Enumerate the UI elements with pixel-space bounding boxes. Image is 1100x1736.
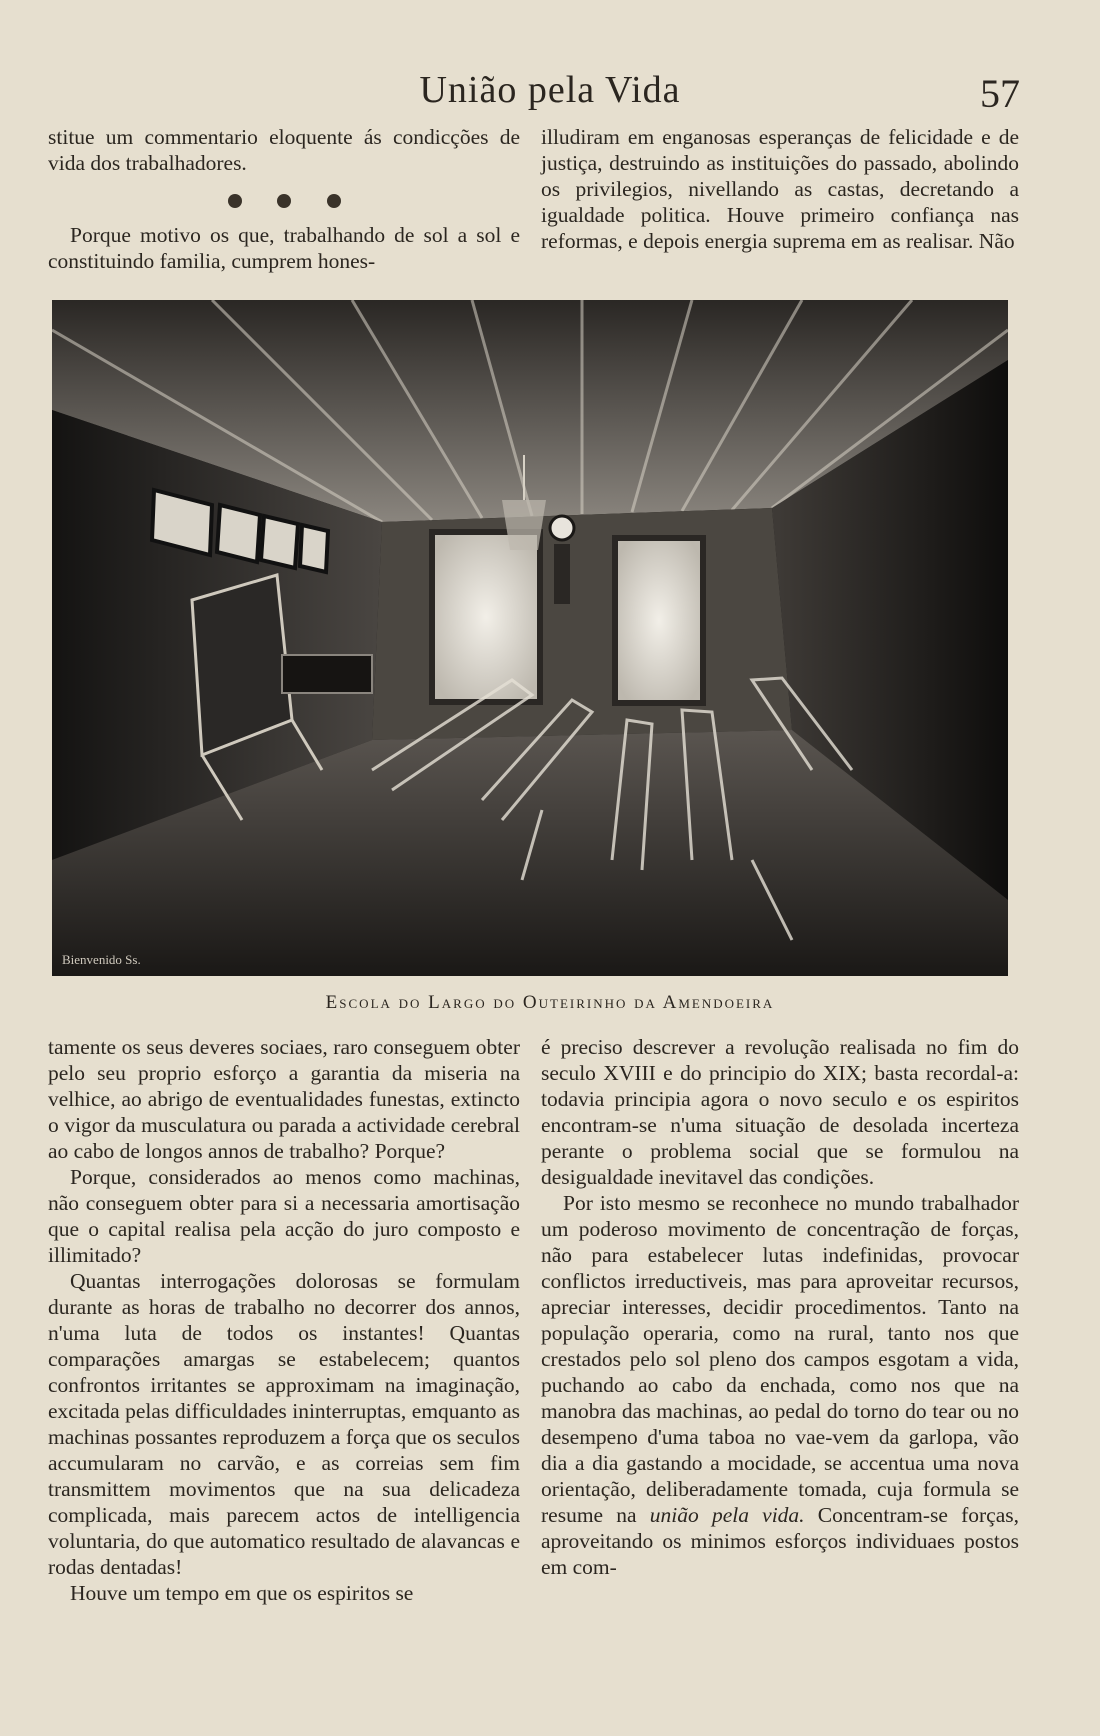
figure-caption: Escola do Largo do Outeirinho da Amendoeira [325, 992, 775, 1013]
classroom-photo-drawing [52, 300, 1008, 976]
left-window [432, 532, 540, 702]
ornament-dot [327, 194, 341, 208]
bottom-right-column [541, 1034, 1019, 1580]
photographer-mark: Bienvenido Ss. [62, 952, 141, 967]
wall-clock [550, 516, 574, 540]
classroom-photograph [52, 300, 1008, 976]
running-title: União pela Vida [419, 69, 681, 111]
paragraph: é preciso descrever a revolução realisada no fim do seculo XVIII e do principio do XIX; basta recordal-a: todavia principia agora o novo seculo e os espiritos encontram-se n'uma situação de desolada incerteza perante o problema social que se formulou na desigualdade inevitavel das condições. [541, 1035, 1019, 1189]
paragraph [541, 1190, 1019, 1580]
italic-phrase: união pela vida. [649, 1503, 805, 1527]
ornament-dot [228, 194, 242, 208]
running-head [0, 68, 1100, 118]
top-left-column [48, 124, 520, 274]
clock-case [554, 544, 570, 604]
paragraph: stitue um commentario eloquente ás condicções de vida dos trabalhadores. [48, 125, 520, 175]
paragraph: Porque, considerados ao menos como machinas, não conseguem obter para si a necessaria amortisação que o capital realisa pela acção do juro composto e illimitado? [48, 1165, 520, 1267]
paragraph: Porque motivo os que, trabalhando de sol a sol e constituindo familia, cumprem hones- [48, 223, 520, 273]
page-number: 57 [980, 71, 1020, 116]
paragraph: Quantas interrogações dolorosas se formulam durante as horas de trabalho no decorrer dos annos, n'uma luta de todos os instantes! Quantas comparações amargas se estabelecem; quantos confrontos irritantes se approximam na imaginação, excitada pelas difficuldades ininterruptas, emquanto as machinas possantes reproduzem a força que os seculos accumularam no carvão, e as correias sem fim transmittem movimentos que na sua delicadeza complicada, mais parecem actos de intelligencia voluntaria, do que automatico resultado de alavancas e rodas dentadas! [48, 1269, 520, 1579]
right-window [615, 538, 703, 703]
teacher-desk [282, 655, 372, 693]
paragraph: Houve um tempo em que os espiritos se [70, 1581, 414, 1605]
paragraph: illudiram em enganosas esperanças de felicidade e de justiça, destruindo as instituições do passado, abolindo os privilegios, nivellando as castas, decretando a igualdade politica. Houve primeiro confiança nas reformas, e depois energia suprema em as realisar. Não [541, 125, 1019, 253]
section-ornament [48, 190, 520, 212]
top-right-column [541, 124, 1019, 254]
paragraph: tamente os seus deveres sociaes, raro conseguem obter pelo seu proprio esforço a garantia da miseria na velhice, ao abrigo de eventualidades funestas, extincto o vigor da musculatura ou parada a actividade cerebral ao cabo de longos annos de trabalho? Porque? [48, 1035, 520, 1163]
bottom-left-column [48, 1034, 520, 1606]
paragraph-text: Concentram-se forças, aproveitando os minimos esforços individuaes postos em com- [541, 1503, 1019, 1579]
paragraph-text: Por isto mesmo se reconhece no mundo trabalhador um poderoso movimento de concentração de forças, não para estabelecer lutas indefinidas, provocar conflictos irreductiveis, mas para aproveitar recursos, apreciar interesses, decidir procedimentos. Tanto na população operaria, como na rural, tanto nos que crestados pelo sol pleno dos campos esgotam a vida, puchando ao cabo da enchada, como nos que na manobra das machinas, ao pedal do torno do tear ou no desempeno d'uma taboa no vae-vem da garlopa, vão dia a dia gastando a mocidade, se accentua uma nova orientação, deliberadamente tomada, cuja formula se resume na [541, 1191, 1019, 1527]
ornament-dot [277, 194, 291, 208]
